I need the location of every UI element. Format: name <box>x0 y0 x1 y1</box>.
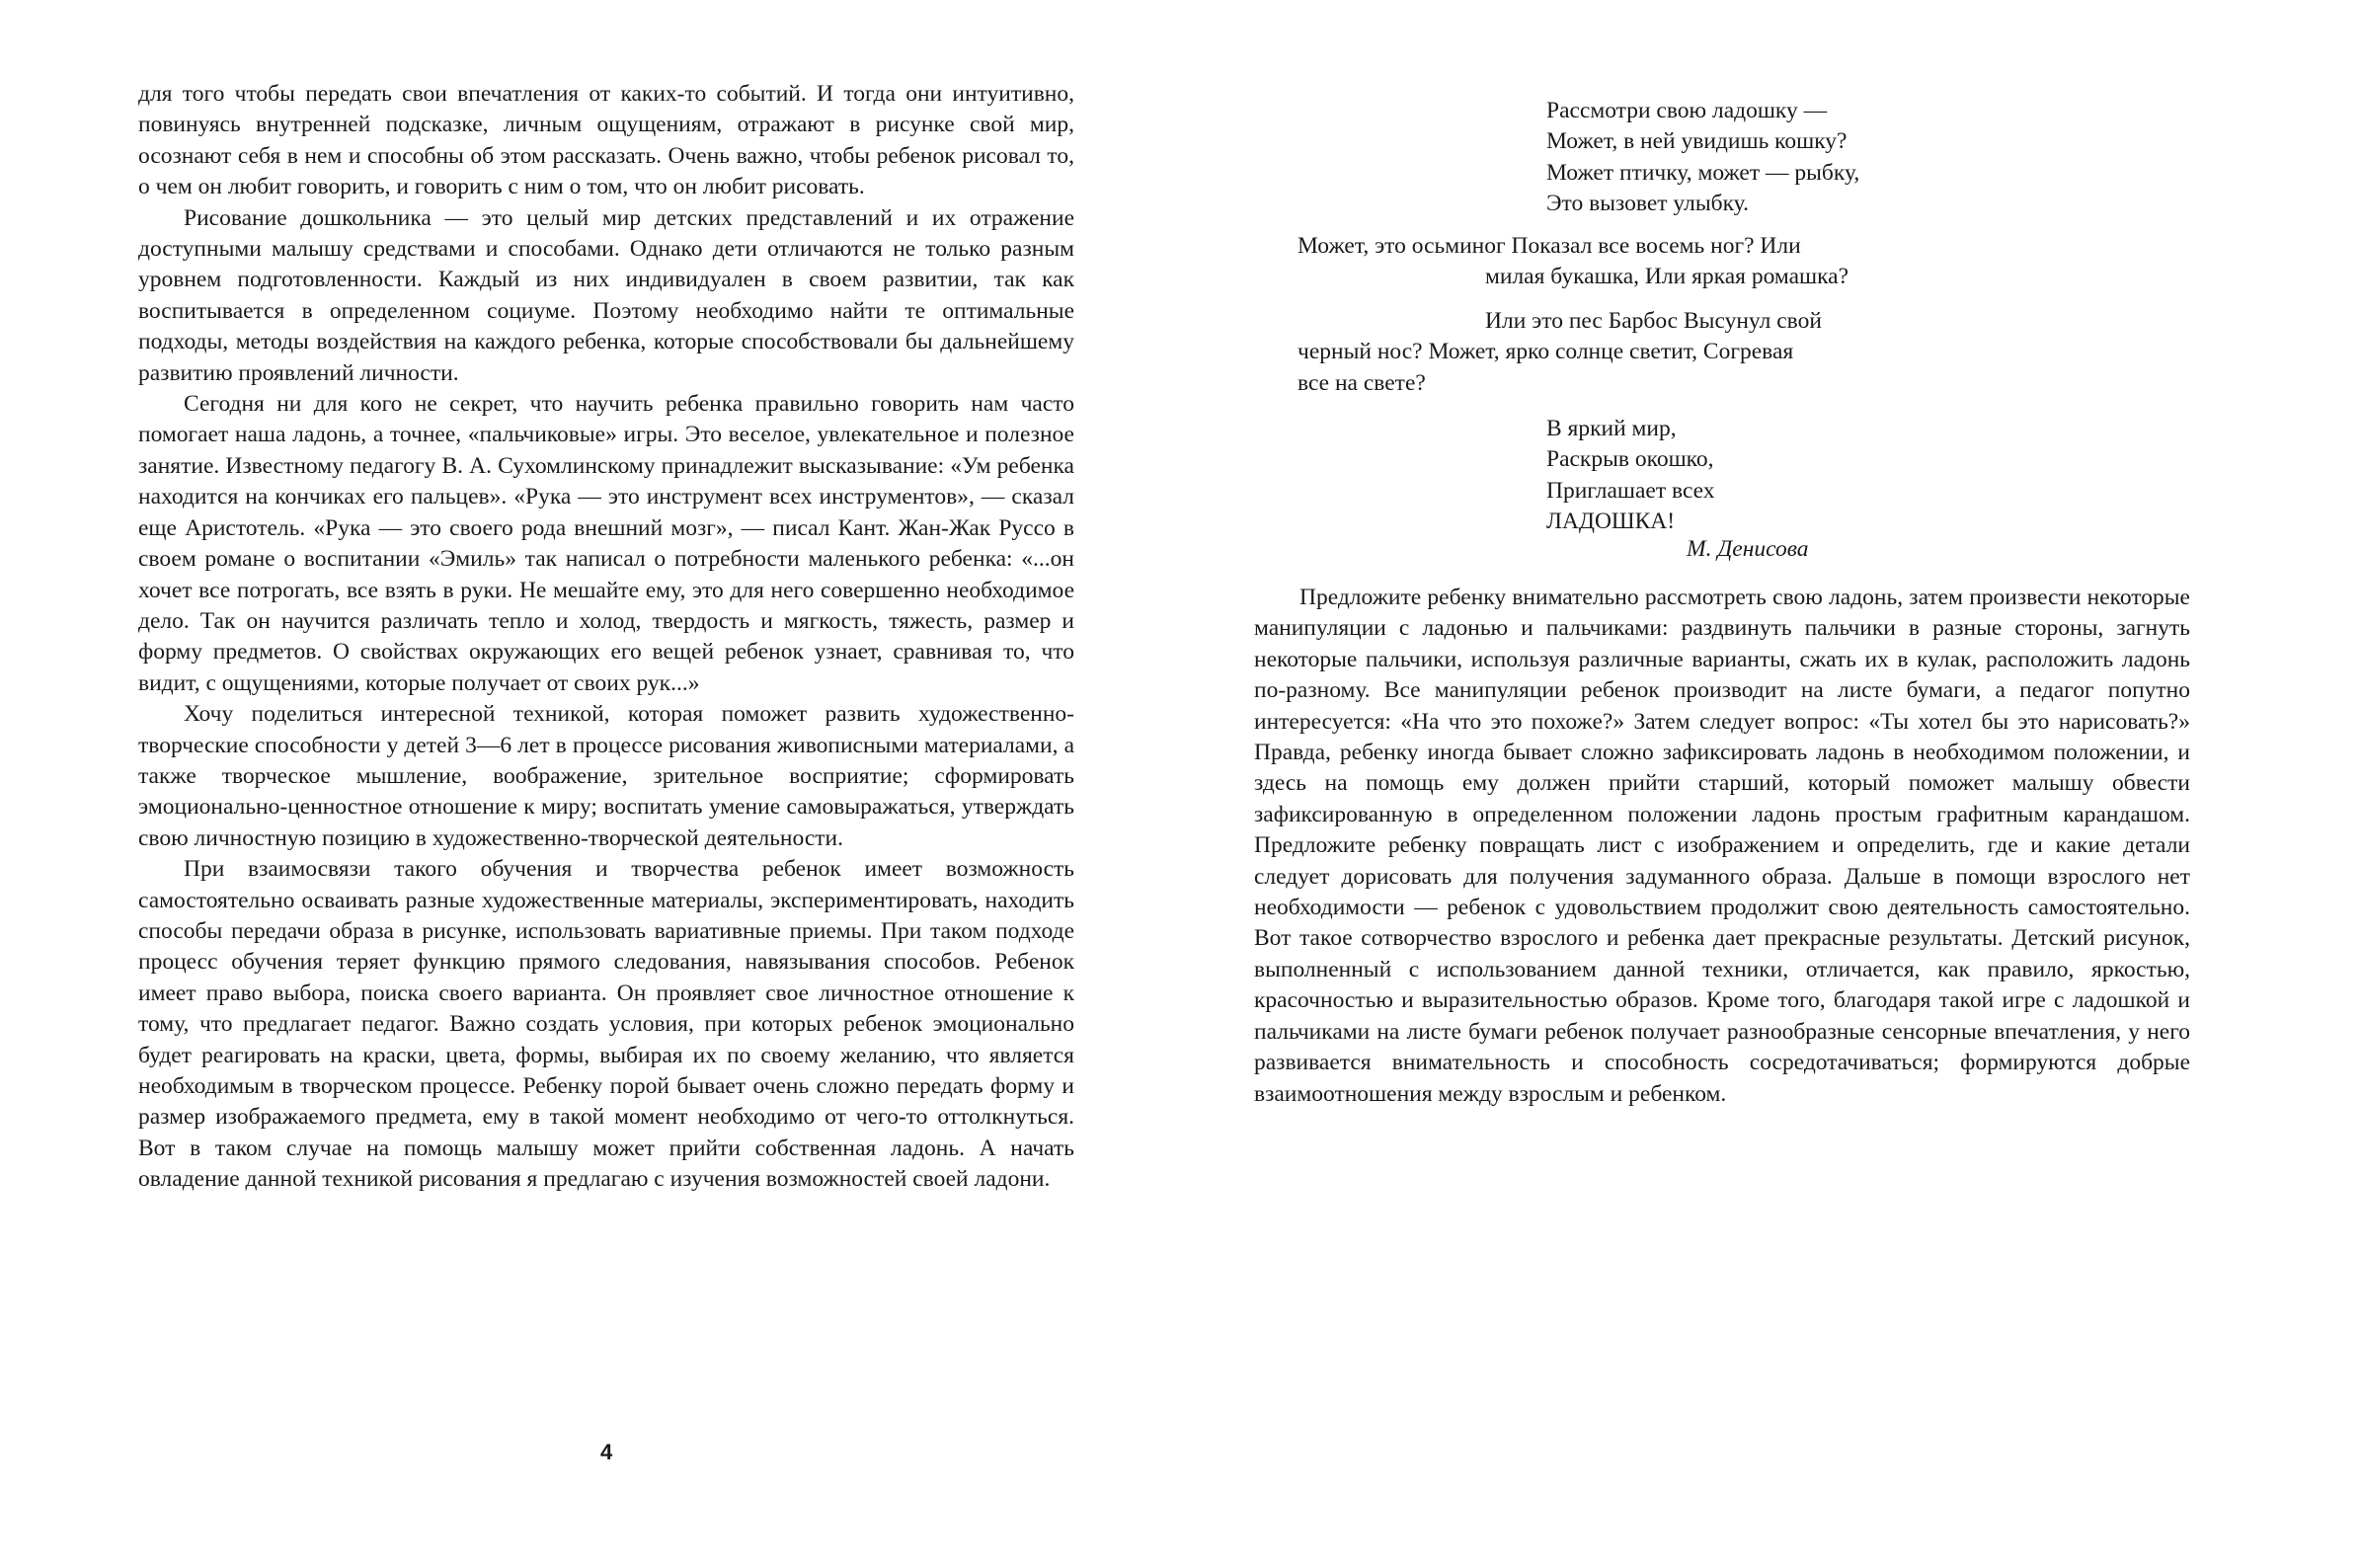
poem-stanza <box>1546 96 1859 220</box>
poem-stanza <box>1297 306 1822 399</box>
poem-line: Раскрыв окошко, <box>1546 446 1714 473</box>
poem-line: Рассмотри свою ладошку — <box>1546 98 1828 123</box>
poem-line: Может птичку, может — рыбку, <box>1546 159 1860 186</box>
paragraph: Предложите ребенку внимательно рассмотреть свою ладонь, затем произвести некоторые манипуляции с ладонью и пальчиками: раздвинуть пальчики в разные стороны, загнуть некоторые пальчики, используя различные варианты, сжать их в кулак, расположить ладонь по-разному. Все манипуляции ребенок производит на листе бумаги, а педагог попутно интересуется: «На что это похоже?» Затем следует вопрос: «Ты хотел бы это нарисовать?» Правда, ребенку иногда бывает сложно зафиксировать ладонь в необходимом положении, и здесь на помощь ему должен прийти старший, который поможет малышу обвести зафиксированную в определенном положении ладонь простым графитным карандашом. Предложите ребенку повращать лист с изображением и определить, где и какие детали следует дорисовать для получения задуманного образа. Дальше в помощи взрослого нет необходимости — ребенок с удовольствием продолжит свою деятельность самостоятельно. Вот такое сотворчество взрослого и ребенка дает прекрасные результаты. Детский рисунок, выполненный с использованием данной техники, отличается, как правило, яркостью, красочностью и выразительностью образов. Кроме того, благодаря такой игре с ладошкой и пальчиками на листе бумаги ребенок получает разнообразные сенсорные впечатления, у него развивается внимательность и способность сосредотачиваться; формируются добрые взаимоотношения между взрослым и ребенком. <box>1254 585 2190 1107</box>
right-page <box>1179 0 2359 1568</box>
poem-stanza <box>1546 414 1715 538</box>
poem-line: милая букашка, Или яркая ромашка? <box>1485 264 1849 290</box>
poem-line: В яркий мир, <box>1546 416 1677 441</box>
page-number: 4 <box>600 1440 613 1464</box>
left-page <box>0 0 1179 1568</box>
poem-line: Может, в ней увидишь кошку? <box>1546 128 1848 155</box>
poem-author: М. Денисова <box>1687 536 1809 562</box>
poem-line: черный нос? Может, ярко солнце светит, Согревая <box>1297 339 1794 365</box>
poem-line: Это вызовет улыбку. <box>1546 191 1749 217</box>
poem-line: все на свете? <box>1297 369 1426 396</box>
paragraph: При взаимосвязи такого обучения и творчества ребенок имеет возможность самостоятельно осваивать разные художественные материалы, экспериментировать, находить способы передачи образа в рисунке, использовать вариативные приемы. При таком подходе процесс обучения теряет функцию прямого следования, навязывания способов. Ребенок имеет право выбора, поиска своего варианта. Он проявляет свое личностное отношение к тому, что предлагает педагог. Важно создать условия, при которых ребенок эмоционально будет реагировать на краски, цвета, формы, выбирая их по своему желанию, что является необходимым в творческом процессе. Ребенку порой бывает очень сложно передать форму и размер изображаемого предмета, ему в такой момент необходимо от чего-то оттолкнуться. Вот в таком случае на помощь малышу может прийти собственная ладонь. А начать овладение данной техникой рисования я предлагаю с изучения возможностей своей ладони. <box>138 856 1074 1193</box>
poem-line: ЛАДОШКА! <box>1546 509 1676 535</box>
left-page-text <box>138 79 1074 1196</box>
poem-line: Приглашает всех <box>1546 477 1715 504</box>
poem-line: Может, это осьминог Показал все восемь ног? Или <box>1297 233 1801 259</box>
paragraph: Хочу поделиться интересной техникой, которая поможет развить художественно-творческие способности у детей 3—6 лет в процессе рисования живописными материалами, а также творческое мышление, воображение, зрительное восприятие; сформировать эмоционально-ценностное отношение к миру; воспитать умение самовыражаться, утверждать свою личностную позицию в художественно-творческой деятельности. <box>138 701 1074 851</box>
poem-stanza <box>1297 231 1848 293</box>
paragraph: Рисование дошкольника — это целый мир детских представлений и их отражение доступными малышу средствами и способами. Однако дети отличаются не только разным уровнем подготовленности. Каждый из них индивидуален в своем развитии, так как воспитывается в определенном социуме. Поэтому необходимо найти те оптимальные подходы, методы воздействия на каждого ребенка, которые способствовали бы дальнейшему развитию проявлений личности. <box>138 204 1074 386</box>
paragraph: для того чтобы передать свои впечатления от каких-то событий. И тогда они интуитивно, повинуясь внутренней подсказке, личным ощущениям, отражают в рисунке свой мир, осознают себя в нем и способны об этом рассказать. Очень важно, чтобы ребенок рисовал то, о чем он любит говорить, и говорить с ним о том, что он любит рисовать. <box>138 81 1074 200</box>
right-page-text <box>1254 583 2190 1110</box>
poem-line: Или это пес Барбос Высунул свой <box>1485 308 1822 334</box>
paragraph: Сегодня ни для кого не секрет, что научить ребенка правильно говорить нам часто помогает наша ладонь, а точнее, «пальчиковые» игры. Это веселое, увлекательное и полезное занятие. Известному педагогу В. А. Сухомлинскому принадлежит высказывание: «Ум ребенка находится на кончиках его пальцев». «Рука — это инструмент всех инструментов», — сказал еще Аристотель. «Рука — это своего рода внешний мозг», — писал Кант. Жан-Жак Руссо в своем романе о воспитании «Эмиль» так написал о потребности маленького ребенка: «...он хочет все потрогать, все взять в руки. Не мешайте ему, это для него совершенно необходимое дело. Так он научится различать тепло и холод, твердость и мягкость, тяжесть, размер и форму предметов. О свойствах окружающих его вещей ребенок узнает, сравнивая то, что видит, с ощущениями, которые получает от своих рук...» <box>138 391 1074 696</box>
